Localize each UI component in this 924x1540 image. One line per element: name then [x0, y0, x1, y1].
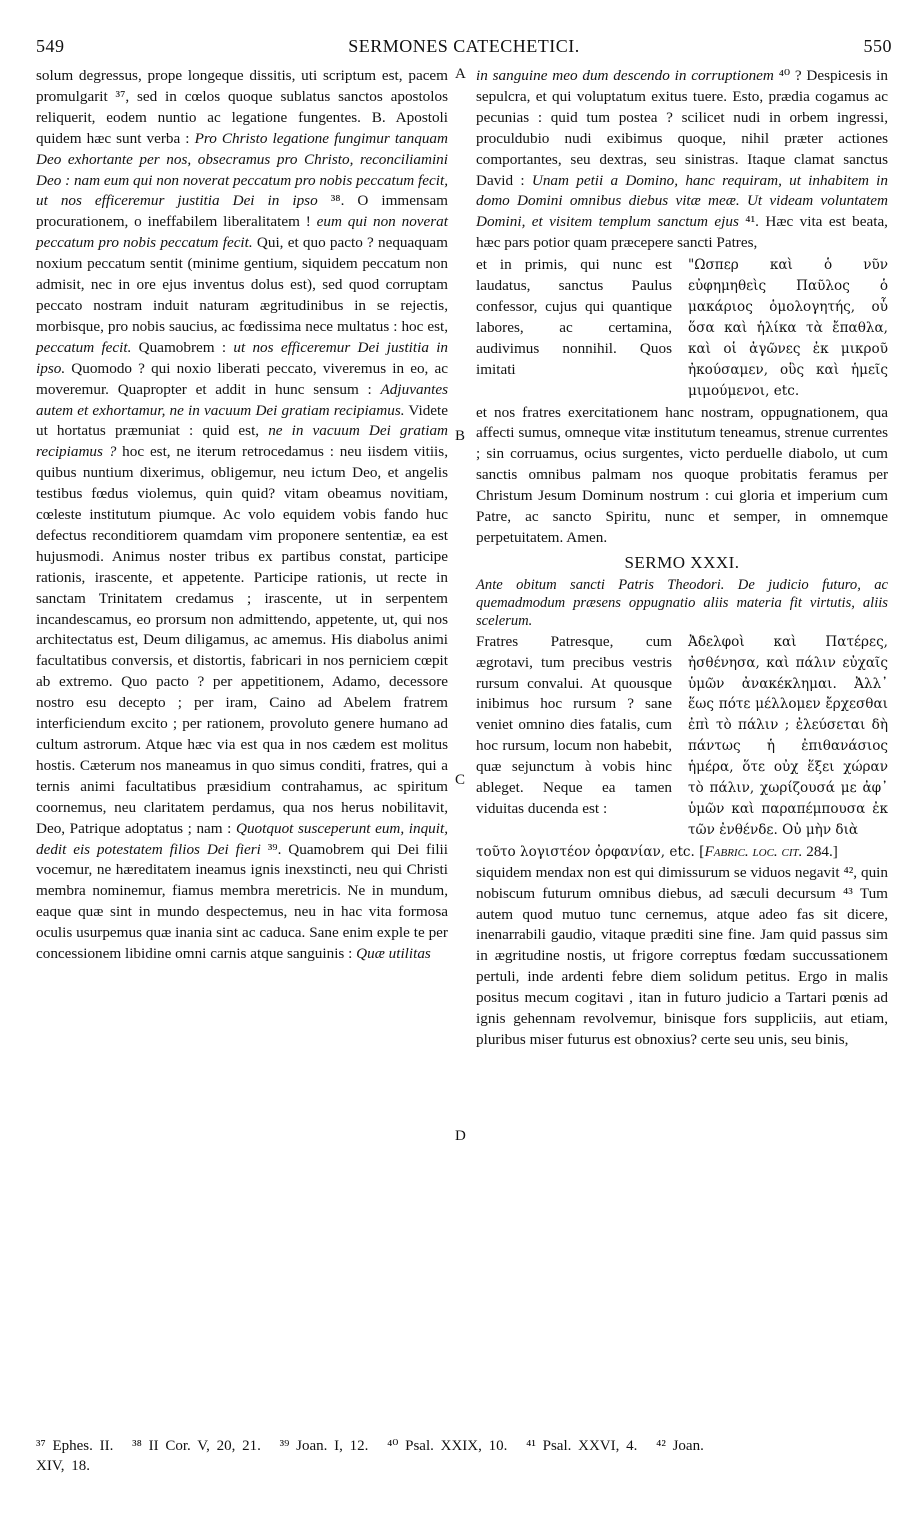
scripture-quote: eum qui non noverat peccatum pro nobis peccatum fecit. — [36, 213, 448, 252]
footnote: ³⁹ Joan. I, 12. — [279, 1438, 369, 1454]
running-title: SERMONES CATECHETICI. — [348, 36, 580, 56]
scripture-quote: Pro Christo legatione fungimur tanquam Deo exhortante per nos, obsecramus pro Christo, reconciliamini Deo : nam eum qui non noverat peccatum pro nobis peccatum fecit, ut nos efficeremur justitia Dei in ipso — [36, 129, 448, 210]
text-run: . Hæc vita est beata, hæc pars potior quam præcepere sancti Patres, — [476, 213, 888, 252]
text-run: . O immensam procurationem, o ineffabilem liberalitatem ! — [36, 192, 448, 231]
right-paragraph: et nos fratres exercitationem hanc nostram, oppugnationem, qua affecti sumus, omneque vitæ institutum teneamus, strenue currentes ; sin corruamus, ocius surgentes, victo perduelle diabolo, ut cum sanctis omnibus palmam nos quoque probitatis feramus per Christum Jesum Dominum nostrum : cui gloria et imperium cum Patre, ac sancto Spiritu, nunc et semper, in omnemque perpetuitatem. Amen. — [476, 403, 888, 546]
scripture-quote: peccatum fecit. — [36, 338, 132, 356]
scripture-quote: ne in vacuum Dei gratiam recipiamus ? — [36, 422, 449, 461]
footnote: ⁴² Joan. — [656, 1438, 704, 1454]
source-citation: Fabric. loc. cit. — [704, 842, 803, 860]
scripture-quote: ut nos efficeremur Dei justitia in ipso. — [36, 338, 449, 377]
footnote: XIV, 18. — [36, 1458, 90, 1474]
right-paragraph — [476, 66, 888, 254]
footnotes — [36, 1436, 892, 1476]
source-page: 284.] — [802, 842, 838, 860]
text-run: Videte ut hortatus præmuniat : quid est, — [36, 401, 448, 440]
left-column — [36, 66, 448, 965]
bilingual-block — [476, 255, 888, 401]
scripture-quote: Quæ utilitas — [356, 945, 431, 963]
footnote: ³⁷ Ephes. II. — [36, 1438, 114, 1454]
scripture-quote: Quotquot susceperunt eum, inquit, dedit eis potestatem filios Dei fieri — [36, 819, 449, 858]
page-number-right: 550 — [863, 36, 892, 56]
text-run: . Quamobrem qui Dei filii vocemur, ne hæreditatem ineamus ignis inexstincti, neu qui Christi membra nominemur, fiamus membra meretricis. Ne in mundum, eaque quæ sint in mundo despectemus, neu in hac vita formosa oculis usurpemus quæ inania sint ac caduca. Sane enim exple te per concessionem libidine omni carnis atque sanguinis : — [36, 840, 448, 963]
scripture-quote: in sanguine meo dum descendo in corruptionem — [476, 67, 774, 84]
footnote: ⁴⁰ Psal. XXIX, 10. — [387, 1438, 508, 1454]
text-run: Quamobrem : — [131, 338, 227, 356]
footnote-ref: ³⁸ — [317, 192, 341, 210]
footnote-ref: ³⁹ — [260, 840, 278, 858]
text-run: Qui, et quo pacto ? nequaquam noxium peccatum sentit (minime gentium, siquidem peccatum non admisit, nec in ore ejus inventus dolus est), sed quod corruptam peccato nostram induit naturam ægritudinibus in se rejectis, morbisque, pro nobis saucius, ac fœdissima nece multatus : hoc est, — [36, 234, 448, 335]
right-paragraph: siquidem mendax non est qui dimissurum se viduos negavit ⁴², quin nobiscum futurum omnibus diebus, ad sæculi decursum ⁴³ Tum autem quod mutuo tunc cernemus, atque adeo fas sit dicere, inenarrabili gaudio, vitaque præditi sine fine. Jam quid passus sim in ægritudine nostis, ut frigore correptus fœdam succussationem pertuli, inde ardenti febre diem solidum petitus. Ergo in malis positus mecum cogitavi , itan in futuro judicio a Tartari pœnis ad ignis gehennam revolvemur, binisque fors suppliciis, aut etiam, pluribus miser futurus est obnoxius? certe seu unis, seu binis, — [476, 863, 888, 1048]
margin-marker-d: D — [455, 1128, 466, 1144]
margin-marker-b: B — [455, 428, 466, 444]
latin-text: Fratres Patresque, cum ægrotavi, tum precibus vestris rursum convalui. At quousque inibimus hoc rursum ? sane veniet omnino dies fatalis, cum hoc rursum, locum non habebit, quæ sejunctum à vobis hinc ableget. Neque ea tamen viduitas ducenda est : — [476, 632, 672, 817]
scripture-quote: Adjuvantes autem et exhortamur, ne in vacuum Dei gratiam recipiamus. — [36, 380, 448, 419]
latin-text: et in primis, qui nunc est laudatus, sanctus Paulus confessor, cujus qui quantique labores, ac certamina, audivimus nonnihil. Quos imitati — [476, 256, 672, 378]
right-column — [476, 66, 888, 1051]
footnote-ref: ⁴¹ — [738, 213, 756, 231]
greek-text: "Ωσπερ καὶ ὁ νῦν εὐφημηθεὶς Παῦλος ὁ μακάριος ὁμολογητής, οὗ ὅσα καὶ ἡλίκα τὰ ἔπαθλα, καὶ οἱ ἀγῶνες ἐκ μικροῦ ἠκούσαμεν, οὓς καὶ ἡμεῖς μιμούμενοι, etc. — [688, 257, 888, 399]
page-number-left: 549 — [36, 36, 65, 56]
text-run: Despicesis in sepulcra, et qui voluptatum exitus tuere. Esto, prædia cogamus ac pecunias : quid tum postea ? scilicet nudi in orbem ingressi, proculdubio nudi exibimus quoque, nihil præter actiones comportantes, seu dextras, seu sinistras. Itaque clamat sanctus David : — [476, 67, 888, 189]
footnote: ³⁸ II Cor. V, 20, 21. — [132, 1438, 261, 1454]
footnote-ref: ⁴⁰ ? — [773, 67, 802, 84]
margin-marker-c: C — [455, 772, 466, 788]
text-run: hoc est, ne iterum retrocedamus : neu iisdem vitiis, quibus nuntium dixerimus, obligemur, neu ictum Deo, et angelis testibus fœdus violemus, quin quid? vitam obeamus novitiam, cœleste institutum piumque. Ac volo equidem vobis fando huc defectus reconditiorem quamdam vim proponere sententiæ, ea est hujusmodi. Animus noster tribus ex partibus constat, participe rationis, irascente, et appetente. Participe rationis, ut recte in sanctam Trinitatem credamus ; irascente, ut in serpentem incandescamus, eo prorsum non admittendo, appetente, ut, qui nos architectatus est, Deum diligamus, ac amemus. His diabolus animi facultatibus conversis, et distortis, fabricari in nos perniciem cœpit ab extremo. Quo pacto ? per appetitionem, Adamo, decessore nostro esu decepto ; per iram, Caino ad Abelem fratrem interficiendum excito ; per rationem, provoluto genere humano ad cultum astrorum. Atque hæc via est qua in nos cædem est molitus hostis. Cæterum nos maneamus in quo simus conditi, fratres, qui a ternis animi facultatibus præsidium contrahamus, ac spiritum coornemus, neu claritatem perdamus, qua nos herus nobilitavit, Deo, Patrique adoptatus ; nam : — [36, 443, 448, 837]
sermon-subtitle: Ante obitum sancti Patris Theodori. De judicio futuro, ac quemadmodum præsens oppugnatio aliis materia fit virtutis, aliis scelerum. — [476, 576, 888, 629]
scripture-quote: Unam petii a Domino, hanc requiram, ut inhabitem in domo Domini omnibus diebus vitæ meæ. Ut videam voluntatem Domini, et visitem templum sanctum ejus — [476, 171, 888, 231]
greek-text: τοῦτο λογιστέον ὀρφανίαν, etc. [ — [476, 843, 705, 860]
text-run: Quomodo ? qui noxio liberati peccato, viveremus in eo, ac moveremur. Quapropter et addit in hunc sensum : — [36, 359, 448, 398]
left-paragraph — [36, 66, 448, 965]
page-header — [36, 36, 892, 62]
margin-marker-a: A — [455, 66, 466, 82]
greek-text: Ἀδελφοὶ καὶ Πατέρες, ἠσθένησα, καὶ πάλιν εὐχαῖς ὑμῶν ἀνακέκλημαι. Ἀλλ᾽ ἕως πότε μέλλομεν ἔρχεσθαι ἐπὶ τὸ πάλιν ; ἐλεύσεται δὴ πάντως ἡ ἐπιθανάσιος ἡμέρα, ὅτε οὐχ ἕξει χώραν τὸ πάλιν, χωρίζουσά με ἀφ᾽ ὑμῶν καὶ παραπέμπουσα ἐκ τῶν ἐνθένδε. Οὐ μὴν διὰ — [688, 633, 888, 838]
greek-continuation — [476, 842, 888, 863]
text-run: solum degressus, prope longeque dissitis, uti scriptum est, pacem promulgarit ³⁷, sed in cœlos quoque sublatus sanctos apostolos reliquerit, eodem nuntio ac legatione fungentes. B. Apostoli quidem hæc sunt verba : — [36, 67, 448, 147]
footnote: ⁴¹ Psal. XXVI, 4. — [526, 1438, 638, 1454]
sermon-title: SERMO XXXI. — [624, 552, 740, 572]
bilingual-block — [476, 632, 888, 841]
